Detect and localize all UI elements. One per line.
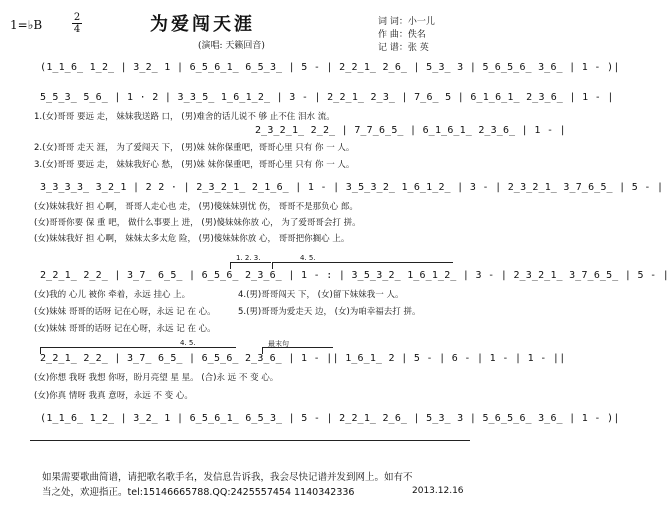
time-signature-bottom: 4: [73, 24, 81, 35]
score-row-5: 2̲2̲1̲ 2̲2̲ | 3̲7̲ 6̲5̲ | 6̲5̲6̲ 2̲3̲6̲ | 1 - : | 3̲5̲3̲2̲ 1̲6̲1̲2̲ | 3 - | 2̲3̲2̲1̲ 3̲7̲6̲5̲ | 5 - |: [40, 270, 669, 281]
volta-bracket-2: [272, 262, 453, 269]
coda-label: 最末句: [268, 340, 289, 348]
lyric-row-3-verse-3: 3.(女)哥哥 要远 走， 妹妹我好心 愁， (男)妹 妹你保重吧，哥哥心里 只有 你 一 人。: [34, 160, 355, 170]
lyric-row-3-verse-2: 2.(女)哥哥 走天 涯， 为了爱闯天 下， (男)妹 妹你保重吧，哥哥心里 只有 你 一 人。: [34, 143, 355, 153]
volta-label-1: 1. 2. 3.: [236, 254, 261, 262]
lyric-row-2-verse-1: 1.(女)哥哥 要远 走， 妹妹我送路 口， (男)难舍的话儿说不 够 止不住 泪水 流。: [34, 112, 335, 122]
lyric-row-5-verse-3: (女)妹妹 哥哥的话呀 记在心呀，永远 记 在 心。: [34, 324, 216, 334]
lyric-row-5-verse-1: (女)我的 心儿 被你 牵着，永远 挂心 上。: [34, 290, 191, 300]
song-title: 为爱闯天涯: [150, 14, 255, 35]
footer-date: 2013.12.16: [412, 486, 464, 496]
footer-note-line-1: 如果需要歌曲简谱，请把歌名歌手名，发信息告诉我，我会尽快记谱并发到网上。如有不: [42, 472, 413, 483]
lyric-row-4-verse-3: (女)妹妹我好 担 心啊， 妹妹太多太危 险， (男)傻妹妹你放 心， 哥哥把你搁心 上。: [34, 234, 350, 244]
lyric-row-5-male-4: 4.(男)哥哥闯天 下， (女)留下妹妹我一 人。: [238, 290, 404, 300]
lyric-row-4-verse-2: (女)哥哥你要 保 重 吧， 做什么事要上 进， (男)傻妹妹你放 心， 为了爱哥哥会打 拼。: [34, 218, 361, 228]
time-signature: [72, 12, 82, 35]
composer-credit: 作 曲：佚名: [378, 30, 426, 40]
score-row-7: (1̲1̲6̲ 1̲2̲ | 3̲2̲ 1 | 6̲5̲6̲1̲ 6̲5̲3̲ | 5 - | 2̲2̲1̲ 2̲6̲ | 5̲3̲ 3 | 5̲6̲5̲6̲ 3̲6̲ | 1 - )|: [40, 413, 620, 424]
lyric-row-6-verse-1: (女)你想 我呀 我想 你呀，盼月亮望 星 星。 (合)永 远 不 变 心。: [34, 373, 279, 383]
lyric-row-5-verse-2: (女)妹妹 哥哥的话呀 记在心呀，永远 记 在 心。: [34, 307, 216, 317]
footer-note: [42, 470, 413, 500]
time-signature-top: 2: [73, 12, 81, 23]
footer-divider: [30, 440, 470, 441]
volta-label-2: 4. 5.: [300, 254, 316, 262]
score-row-6: 2̲2̲1̲ 2̲2̲ | 3̲7̲ 6̲5̲ | 6̲5̲6̲ 2̲3̲6̲ | 1 - || 1̲6̲1̲ 2 | 5 - | 6 - | 1 - | 1 - ||: [40, 353, 566, 364]
lyricist-credit: 词 词：小一儿: [378, 17, 435, 27]
volta-bracket-1: [230, 262, 271, 269]
transcriber-credit: 记 谱：张 英: [378, 43, 429, 53]
key-signature: 1=♭B: [10, 18, 43, 32]
lyric-row-6-verse-2: (女)你真 情呀 我真 意呀，永远 不 变 心。: [34, 391, 193, 401]
performer-subtitle: (演唱: 天籁回音): [198, 41, 265, 51]
volta-label-3: 4. 5.: [180, 339, 196, 347]
lyric-row-4-verse-1: (女)妹妹我好 担 心啊， 哥哥人走心也 走， (男)傻妹妹别忧 伤， 哥哥不是那负心 郎。: [34, 202, 358, 212]
score-row-4: 3̲3̲3̲3̲ 3̲2̲1 | 2 2 · | 2̲3̲2̲1̲ 2̲1̲6̲ | 1 - | 3̲5̲3̲2̲ 1̲6̲1̲2̲ | 3 - | 2̲3̲2̲1̲ 3̲7̲6̲5̲ | 5 - |: [40, 182, 664, 193]
score-row-3: 2̲3̲2̲1̲ 2̲2̲ | 7̲7̲6̲5̲ | 6̲1̲6̲1̲ 2̲3̲6̲ | 1 - |: [255, 125, 566, 136]
footer-note-line-2: 当之处，欢迎指正。tel:15146665788.QQ:2425557454 1140342336: [42, 487, 355, 498]
score-row-1: (1̲1̲6̲ 1̲2̲ | 3̲2̲ 1 | 6̲5̲6̲1̲ 6̲5̲3̲ | 5 - | 2̲2̲1̲ 2̲6̲ | 5̲3̲ 3 | 5̲6̲5̲6̲ 3̲6̲ | 1 - )|: [40, 62, 620, 73]
score-row-2: 5̲5̲3̲ 5̲6̲ | 1 · 2 | 3̲3̲5̲ 1̲6̲1̲2̲ | 3 - | 2̲2̲1̲ 2̲3̲ | 7̲6̲ 5 | 6̲1̲6̲1̲ 2̲3̲6̲ | 1 - |: [40, 92, 614, 103]
lyric-row-5-male-5: 5.(男)哥哥为爱走天 边， (女)为咱幸福去打 拼。: [238, 307, 421, 317]
